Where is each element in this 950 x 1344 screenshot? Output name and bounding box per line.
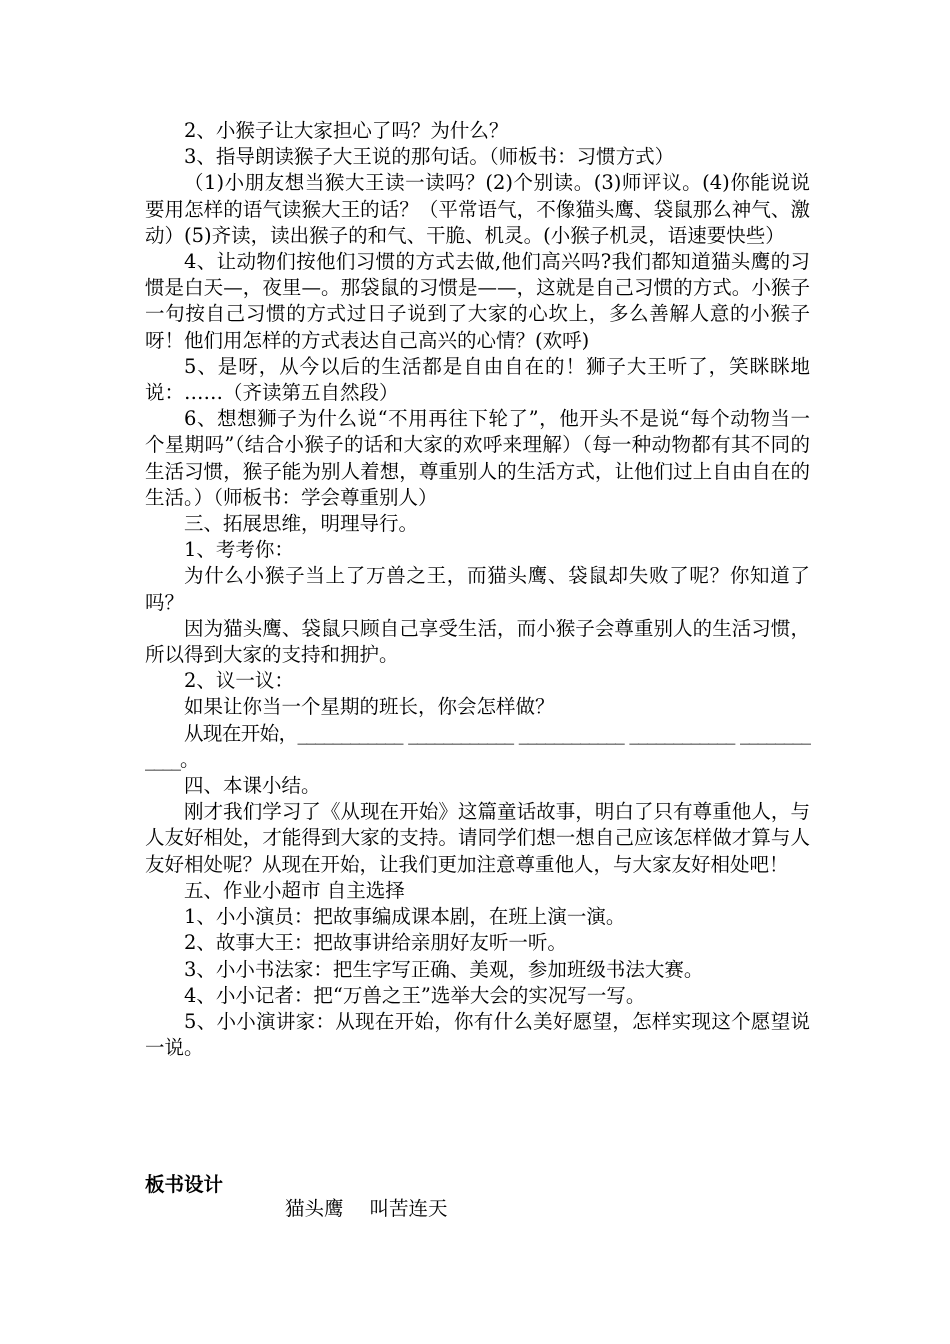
section-three-heading: 三、拓展思维，明理导行。: [184, 512, 419, 536]
homework-item-2: 2、故事大王：把故事讲给亲朋好友听一听。: [184, 931, 567, 955]
section-four-heading: 四、本课小结。: [184, 774, 321, 798]
homework-item-3: 3、小小书法家：把生字写正确、美观，参加班级书法大赛。: [184, 957, 704, 981]
homework-item-4: 4、小小记者：把“万兽之王”选举大会的实况写一写。: [184, 983, 646, 1007]
board-complaint-label: 叫苦连天: [369, 1197, 448, 1220]
question-worry: 2、小猴子让大家担心了吗？为什么？: [184, 119, 509, 142]
section-five-heading: 五、作业小超市 自主选择: [184, 878, 405, 902]
discussion-label: 2、议一议：: [184, 669, 294, 693]
habit-discussion: 4、让动物们按他们习惯的方式去做,他们高兴吗?我们都知道猫头鹰的习惯是白天—，夜里—。那袋鼠的习惯是——，这就是自己习惯的方式。小猴子一句按自己习惯的方式过日子说到了大家的心坎上，多么善解人意的小猴子呀！他们用怎样的方式表达自己高兴的心情？(欢呼): [145, 250, 810, 352]
lion-response: 5、是呀，从今以后的生活都是自由自在的！狮子大王听了，笑眯眯地说：……（齐读第五自然段）: [145, 354, 810, 405]
lion-reason: 6、想想狮子为什么说“不用再往下轮了”，他开头不是说“每个动物当一个星期吗”（结合小猴子的话和大家的欢呼来理解）（每一种动物都有其不同的生活习惯，猴子能为别人着想，尊重别人的生活方式，让他们过上自由自在的生活。）（师板书：学会尊重别人）: [145, 407, 810, 509]
board-owl-label: 猫头鹰: [285, 1197, 344, 1220]
homework-item-1: 1、小小演员：把故事编成课本剧，在班上演一演。: [184, 905, 626, 929]
reading-steps: （1)小朋友想当猴大王读一读吗？(2)个别读。(3)师评议。(4)你能说说要用怎样的语气读猴大王的话？（平常语气，不像猫头鹰、袋鼠那么神气、激动）(5)齐读，读出猴子的和气、干脆、机灵。(小猴子机灵，语速要快些）: [145, 171, 810, 247]
quiz-answer: 因为猫头鹰、袋鼠只顾自己享受生活，而小猴子会尊重别人的生活习惯，所以得到大家的支持和拥护。: [145, 616, 810, 667]
board-design-heading: 板书设计: [145, 1173, 224, 1196]
homework-item-5: 5、小小演讲家：从现在开始，你有什么美好愿望，怎样实现这个愿望说一说。: [145, 1009, 810, 1060]
quiz-label: 1、考考你：: [184, 538, 294, 562]
lesson-body: [145, 118, 810, 1061]
board-row: [285, 1196, 448, 1222]
discussion-question: 如果让你当一个星期的班长，你会怎样做？: [184, 695, 555, 719]
quiz-question: 为什么小猴子当上了万兽之王，而猫头鹰、袋鼠却失败了呢？你知道了吗？: [145, 564, 810, 614]
guide-reading: 3、指导朗读猴子大王说的那句话。（师板书：习惯方式）: [184, 145, 675, 169]
lesson-summary: 刚才我们学习了《从现在开始》这篇童话故事，明白了只有尊重他人，与人友好相处，才能得到大家的支持。请同学们想一想自己应该怎样做才算与人友好相处呢？从现在开始，让我们更加注意尊重他人，与大家友好相处吧！: [145, 800, 810, 876]
fill-in-line: 从现在开始，____________ ____________ ____________ ____________ ____________。: [145, 721, 810, 771]
